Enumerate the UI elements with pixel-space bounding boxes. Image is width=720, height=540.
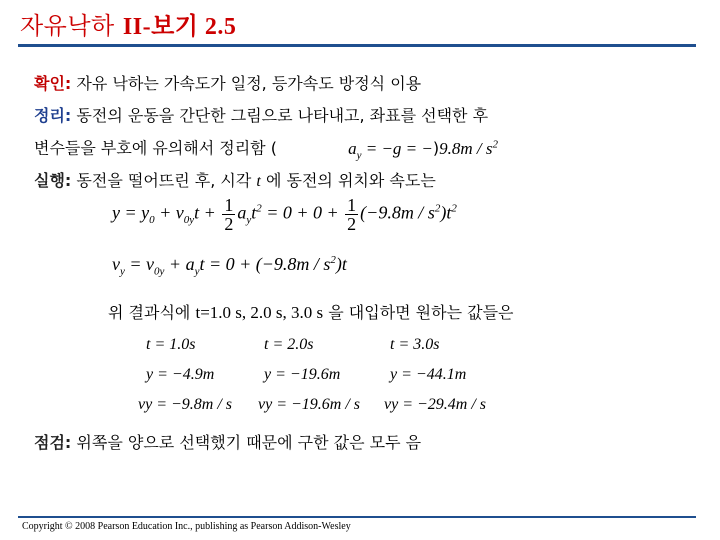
result-position-3: y = −44.1m [390,366,467,383]
result-position-2: y = −19.6m [264,366,341,383]
setup-line-2 [34,134,498,165]
setup-label: 정리: [34,106,72,125]
check-line [34,74,421,94]
setup-line-1 [34,106,488,126]
result-velocity-2: vy = −19.6m / s [258,396,361,413]
title-korean: 자유낙하 [20,12,115,40]
review-line [34,433,421,453]
result-time-2: t = 2.0s [264,336,314,353]
substitute-pre: 위 결과식에 [108,303,191,322]
result-velocity-1: vy = −9.8m / s [138,396,233,413]
review-label: 점검: [34,433,72,452]
copyright-text: Copyright © 2008 Pearson Education Inc., publishing as Pearson Addison-Wesley [22,521,351,532]
exec-var: t [256,173,261,190]
accel-value: $9.8m / s^2$ [439,138,498,158]
check-text: 자유 낙하는 가속도가 일정, 등가속도 방정식 이용 [76,74,422,93]
substitute-values: t=1.0 s, 2.0 s, 3.0 s [195,303,324,322]
result-position-1: y = −4.9m [146,366,215,383]
title-rule [18,44,696,47]
velocity-equation: $v_y = v_{0y} + a_yt = 0 + (-9.8m / s^2)t$ [112,254,347,278]
footer-rule [18,516,696,518]
review-text: 위쪽을 양으로 선택했기 때문에 구한 값은 모두 음 [76,433,422,452]
result-time-3: t = 3.0s [390,336,440,353]
result-time-1: t = 1.0s [146,336,196,353]
position-equation: $y = y_0 + v_{0y}t$ + $\frac{1}{2}$ $a_yt^2 = 0 + 0$ + $\frac{1}{2}$ $(-9.8m / s^2)t^2$ [112,195,457,234]
substitute-post: 을 대입하면 원하는 값들은 [328,303,514,322]
exec-text-post: 에 동전의 위치와 속도는 [265,171,436,190]
setup-text-1: 동전의 운동을 간단한 그림으로 나타내고, 좌표를 선택한 후 [76,106,489,125]
exec-label: 실행: [34,171,72,190]
substitute-line [108,303,514,323]
slide-title [20,6,236,41]
result-velocity-3: vy = −29.4m / s [384,396,487,413]
title-roman: II-보기 2.5 [122,14,237,40]
setup-close-paren: ) [432,138,440,158]
check-label: 확인: [34,74,72,93]
accel-equation: $a_y = -g$ = − [348,138,433,162]
exec-text-pre: 동전을 떨어뜨린 후, 시각 [76,171,252,190]
setup-text-2: 변수들을 부호에 유의해서 정리함 ( [34,138,277,158]
exec-line [34,171,436,192]
